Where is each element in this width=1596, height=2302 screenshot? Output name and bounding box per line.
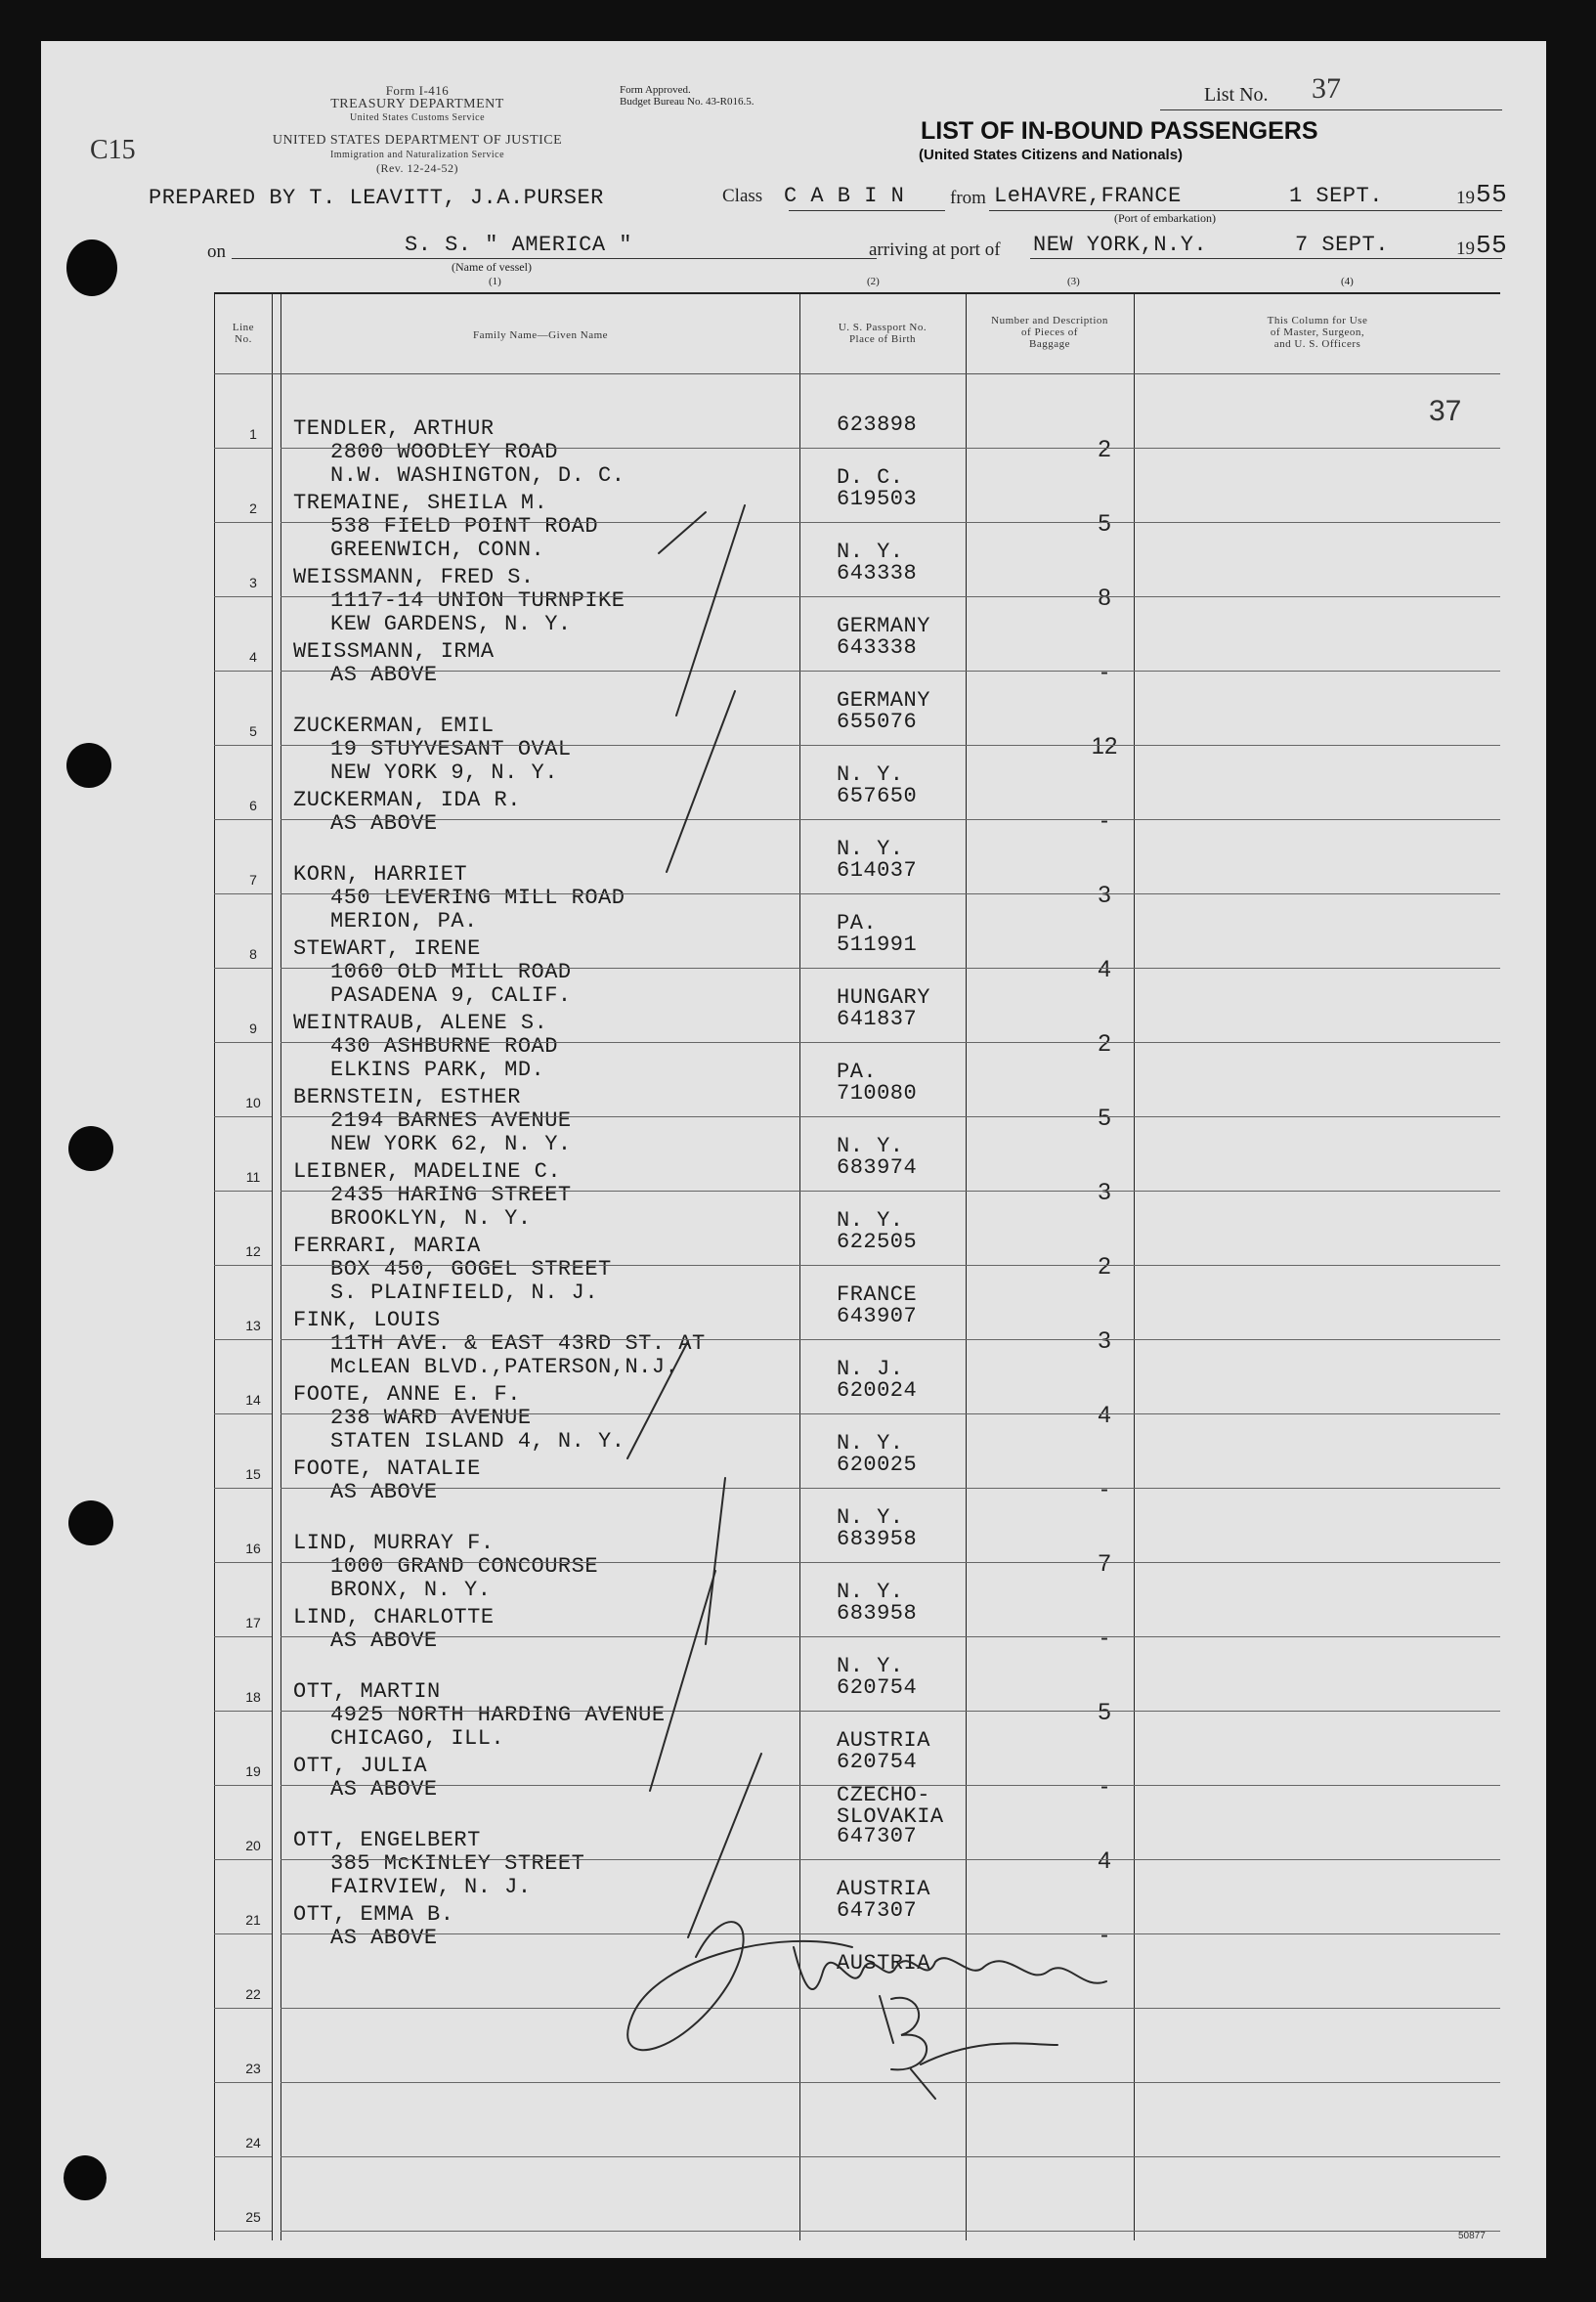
col-header-text: of Pieces of [1021, 326, 1078, 338]
line-number: 21 [245, 1912, 261, 1928]
passport-number: 622505 [837, 1230, 918, 1254]
baggage-count: 12 [1091, 733, 1118, 760]
passenger-address-2: FAIRVIEW, N. J. [330, 1875, 532, 1899]
place-of-birth: N. Y. [837, 1580, 904, 1604]
manifest-page [41, 41, 1546, 2258]
baggage-count: 2 [1098, 1030, 1111, 1057]
passenger-name: LIND, MURRAY F. [293, 1531, 495, 1555]
place-of-birth: PA. [837, 1060, 878, 1084]
line-number: 11 [245, 1169, 261, 1185]
passenger-address-1: 1060 OLD MILL ROAD [330, 960, 572, 984]
passenger-address-2: CHICAGO, ILL. [330, 1726, 505, 1751]
line-number: 17 [245, 1615, 261, 1630]
passenger-address-1: AS ABOVE [330, 1629, 438, 1653]
passenger-address-1: 11TH AVE. & EAST 43RD ST. AT [330, 1331, 706, 1356]
baggage-count: - [1100, 659, 1108, 685]
col-header-text: U. S. Passport No. [838, 322, 927, 333]
passenger-address-2: STATEN ISLAND 4, N. Y. [330, 1429, 625, 1454]
passenger-name: WEISSMANN, IRMA [293, 639, 495, 664]
baggage-count: - [1100, 1476, 1108, 1502]
passenger-address-2: KEW GARDENS, N. Y. [330, 612, 572, 636]
place-of-birth: AUSTRIA [837, 1877, 930, 1901]
tick-mark [659, 512, 706, 553]
baggage-count: 5 [1098, 510, 1111, 537]
passenger-address-2: BROOKLYN, N. Y. [330, 1206, 532, 1231]
passenger-address-2: BRONX, N. Y. [330, 1578, 492, 1602]
passenger-name: ZUCKERMAN, EMIL [293, 714, 495, 738]
passenger-address-1: 1117-14 UNION TURNPIKE [330, 588, 625, 613]
vessel-note: (Name of vessel) [452, 260, 532, 274]
col-num-4: (4) [1341, 276, 1354, 287]
baggage-count: 2 [1098, 436, 1111, 462]
baggage-count: 2 [1098, 1253, 1111, 1280]
passport-number: 710080 [837, 1081, 918, 1106]
baggage-count: - [1100, 1922, 1108, 1948]
passport-number: 643907 [837, 1304, 918, 1328]
check-stroke [676, 505, 745, 716]
class-label: Class [722, 186, 763, 206]
passport-number: 641837 [837, 1007, 918, 1031]
embark-date: 1 SEPT. [1289, 184, 1383, 208]
handwritten-marks [41, 41, 1546, 2258]
punch-hole [66, 239, 117, 296]
passenger-address-1: AS ABOVE [330, 1926, 438, 1950]
place-of-birth: N. Y. [837, 1505, 904, 1530]
page-title: LIST OF IN-BOUND PASSENGERS [921, 117, 1318, 145]
passenger-address-2: MERION, PA. [330, 909, 478, 934]
passenger-name: OTT, MARTIN [293, 1679, 441, 1704]
passenger-name: FERRARI, MARIA [293, 1234, 481, 1258]
check-stroke [667, 691, 735, 872]
from-label: from [950, 188, 986, 208]
col-header-text: Number and Description [991, 315, 1108, 326]
place-of-birth: GERMANY [837, 614, 930, 638]
vessel-name: S. S. " AMERICA " [405, 233, 632, 257]
place-of-birth: N. Y. [837, 1654, 904, 1678]
footer-code: 50877 [1458, 2231, 1486, 2241]
port-embark-note: (Port of embarkation) [1114, 211, 1216, 225]
arrival-year-prefix: 19 [1456, 239, 1475, 259]
passenger-name: STEWART, IRENE [293, 936, 481, 961]
passenger-address-1: AS ABOVE [330, 663, 438, 687]
passport-number: 643338 [837, 561, 918, 586]
passenger-address-1: 2435 HARING STREET [330, 1183, 572, 1207]
line-number: 10 [245, 1095, 261, 1110]
place-of-birth: D. C. [837, 465, 904, 490]
passenger-name: LEIBNER, MADELINE C. [293, 1159, 562, 1184]
prepared-by: PREPARED BY T. LEAVITT, J.A.PURSER [149, 186, 604, 210]
passport-number: 643338 [837, 635, 918, 660]
embark-year-prefix: 19 [1456, 188, 1475, 208]
on-label: on [207, 241, 226, 262]
passenger-address-1: AS ABOVE [330, 1480, 438, 1504]
passenger-address-1: 2194 BARNES AVENUE [330, 1108, 572, 1133]
passport-number: 647307 [837, 1824, 918, 1848]
passport-number: 657650 [837, 784, 918, 808]
col-num-2: (2) [867, 276, 880, 287]
col-header-text: No. [235, 333, 252, 345]
revision-date: (Rev. 12-24-52) [375, 161, 459, 175]
budget-bureau: Budget Bureau No. 43-R016.5. [620, 96, 755, 108]
col-num-3: (3) [1067, 276, 1080, 287]
ins-service: Immigration and Naturalization Service [329, 150, 505, 160]
passenger-address-2: N.W. WASHINGTON, D. C. [330, 463, 625, 488]
side-mark: C15 [90, 135, 136, 165]
passport-number: 511991 [837, 933, 918, 957]
passenger-address-2: ELKINS PARK, MD. [330, 1058, 545, 1082]
place-of-birth: N. Y. [837, 762, 904, 787]
col-num-1: (1) [489, 276, 501, 287]
line-number: 2 [249, 500, 257, 516]
line-number: 8 [249, 946, 257, 962]
passenger-address-1: AS ABOVE [330, 1777, 438, 1802]
col-header-text: and U. S. Officers [1273, 338, 1361, 350]
passport-number: 620025 [837, 1453, 918, 1477]
punch-hole [68, 1500, 113, 1545]
passport-number: 647307 [837, 1898, 918, 1923]
line-number: 15 [245, 1466, 261, 1482]
class-value: C A B I N [784, 184, 905, 208]
line-number: 9 [249, 1021, 257, 1036]
passenger-name: ZUCKERMAN, IDA R. [293, 788, 521, 812]
line-number: 7 [249, 872, 257, 888]
passenger-address-1: 450 LEVERING MILL ROAD [330, 886, 625, 910]
passenger-name: TREMAINE, SHEILA M. [293, 491, 548, 515]
col-header-text: This Column for Use [1267, 315, 1368, 326]
punch-hole [68, 1126, 113, 1171]
check-stroke [688, 1754, 761, 1937]
arriving-label: arriving at port of [869, 239, 1001, 260]
passport-number: 623898 [837, 413, 918, 437]
passenger-name: OTT, JULIA [293, 1754, 428, 1778]
place-of-birth: HUNGARY [837, 985, 930, 1010]
line-number: 6 [249, 798, 257, 813]
line-number: 19 [245, 1763, 261, 1779]
baggage-count: - [1100, 1625, 1108, 1651]
passport-number: 620754 [837, 1675, 918, 1700]
passenger-address-2: NEW YORK 62, N. Y. [330, 1132, 572, 1156]
col-header-text: Place of Birth [848, 333, 917, 345]
treasury-dept: TREASURY DEPARTMENT [330, 97, 504, 111]
line-number: 16 [245, 1541, 261, 1556]
passenger-name: BERNSTEIN, ESTHER [293, 1085, 521, 1109]
place-of-birth: AUSTRIA [837, 1951, 930, 1976]
passport-number: 619503 [837, 487, 918, 511]
passenger-name: OTT, ENGELBERT [293, 1828, 481, 1852]
baggage-count: 3 [1098, 882, 1111, 908]
baggage-count: 5 [1098, 1105, 1111, 1131]
passenger-name: FOOTE, ANNE E. F. [293, 1382, 521, 1407]
place-of-birth: PA. [837, 911, 878, 935]
check-stroke [650, 1571, 715, 1791]
arrival-port: NEW YORK,N.Y. [1033, 233, 1208, 257]
place-of-birth: N. Y. [837, 837, 904, 861]
place-of-birth: N. Y. [837, 1134, 904, 1158]
col-header-text: Baggage [1029, 338, 1070, 350]
passenger-name: TENDLER, ARTHUR [293, 416, 495, 441]
place-of-birth: GERMANY [837, 688, 930, 713]
passenger-address-1: 2800 WOODLEY ROAD [330, 440, 558, 464]
line-number: 22 [245, 1986, 261, 2002]
list-no-label: List No. [1204, 84, 1269, 106]
check-stroke [706, 1478, 725, 1644]
passport-number: 655076 [837, 710, 918, 734]
passenger-name: FINK, LOUIS [293, 1308, 441, 1332]
passenger-address-2: PASADENA 9, CALIF. [330, 983, 572, 1008]
place-of-birth: N. Y. [837, 1431, 904, 1455]
passenger-name: OTT, EMMA B. [293, 1902, 454, 1927]
line-number: 5 [249, 723, 257, 739]
passenger-address-2: S. PLAINFIELD, N. J. [330, 1281, 599, 1305]
baggage-count: 3 [1098, 1179, 1111, 1205]
place-of-birth: N. Y. [837, 1208, 904, 1233]
line-number: 1 [249, 426, 257, 442]
passenger-address-1: 1000 GRAND CONCOURSE [330, 1554, 599, 1579]
page-subtitle: (United States Citizens and Nationals) [919, 147, 1184, 163]
line-number: 23 [245, 2061, 261, 2076]
baggage-count: 7 [1098, 1550, 1111, 1577]
passenger-address-2: NEW YORK 9, N. Y. [330, 760, 558, 785]
passenger-name: WEISSMANN, FRED S. [293, 565, 535, 589]
place-of-birth: FRANCE [837, 1282, 918, 1307]
passport-number: 620754 [837, 1750, 918, 1774]
check-stroke [627, 1341, 688, 1458]
col-header-text: Line [232, 322, 255, 333]
arrival-year: 55 [1476, 231, 1508, 260]
line-number: 3 [249, 575, 257, 590]
baggage-count: 4 [1098, 956, 1111, 982]
baggage-count: - [1100, 807, 1108, 834]
initials-scribble [880, 1996, 1057, 2099]
arrival-date: 7 SEPT. [1295, 233, 1389, 257]
passenger-address-2: GREENWICH, CONN. [330, 538, 545, 562]
passport-number: 614037 [837, 858, 918, 883]
passport-number: 683974 [837, 1155, 918, 1180]
punch-hole [66, 743, 111, 788]
line-number: 4 [249, 649, 257, 665]
baggage-count: - [1100, 1773, 1108, 1800]
line-number: 20 [245, 1838, 261, 1853]
passport-number: 620024 [837, 1378, 918, 1403]
signature-scribble [627, 1922, 1106, 2050]
passenger-address-1: BOX 450, GOGEL STREET [330, 1257, 612, 1281]
passenger-name: WEINTRAUB, ALENE S. [293, 1011, 548, 1035]
passenger-address-2: McLEAN BLVD.,PATERSON,N.J. [330, 1355, 679, 1379]
passenger-address-1: 538 FIELD POINT ROAD [330, 514, 599, 539]
baggage-count: 4 [1098, 1847, 1111, 1874]
baggage-count: 8 [1098, 585, 1111, 611]
form-number: Form I-416 [385, 83, 450, 98]
line-number: 14 [245, 1392, 261, 1408]
place-of-birth: AUSTRIA [837, 1728, 930, 1753]
passport-number: 683958 [837, 1527, 918, 1551]
col-header-text: of Master, Surgeon, [1270, 326, 1365, 338]
baggage-count: 5 [1098, 1699, 1111, 1725]
punch-hole [64, 2155, 107, 2200]
passenger-name: LIND, CHARLOTTE [293, 1605, 495, 1629]
passenger-name: KORN, HARRIET [293, 862, 468, 887]
passenger-address-1: 238 WARD AVENUE [330, 1406, 532, 1430]
justice-dept: UNITED STATES DEPARTMENT OF JUSTICE [272, 133, 563, 148]
embark-year: 55 [1476, 180, 1508, 209]
line-number: 12 [245, 1243, 261, 1259]
passport-number: 683958 [837, 1601, 918, 1626]
line-number: 24 [245, 2135, 261, 2150]
passenger-address-1: 4925 NORTH HARDING AVENUE [330, 1703, 666, 1727]
list-no-value: 37 [1312, 72, 1341, 105]
line-number: 18 [245, 1689, 261, 1705]
place-of-birth: N. Y. [837, 540, 904, 564]
col-header-name: Family Name—Given Name [472, 329, 609, 341]
place-of-birth: N. J. [837, 1357, 904, 1381]
embark-port: LeHAVRE,FRANCE [994, 184, 1182, 208]
passenger-address-1: 430 ASHBURNE ROAD [330, 1034, 558, 1059]
line-number: 13 [245, 1318, 261, 1333]
officer-note: 37 [1429, 395, 1462, 427]
baggage-count: 4 [1098, 1402, 1111, 1428]
passenger-address-1: AS ABOVE [330, 811, 438, 836]
baggage-count: 3 [1098, 1327, 1111, 1354]
passenger-address-1: 385 McKINLEY STREET [330, 1851, 585, 1876]
place-of-birth: CZECHO- [837, 1783, 930, 1807]
customs-service: United States Customs Service [349, 112, 486, 123]
place-of-birth: SLOVAKIA [837, 1804, 944, 1829]
form-approved: Form Approved. [620, 84, 691, 96]
passenger-name: FOOTE, NATALIE [293, 1456, 481, 1481]
passenger-address-1: 19 STUYVESANT OVAL [330, 737, 572, 761]
line-number: 25 [245, 2209, 261, 2225]
